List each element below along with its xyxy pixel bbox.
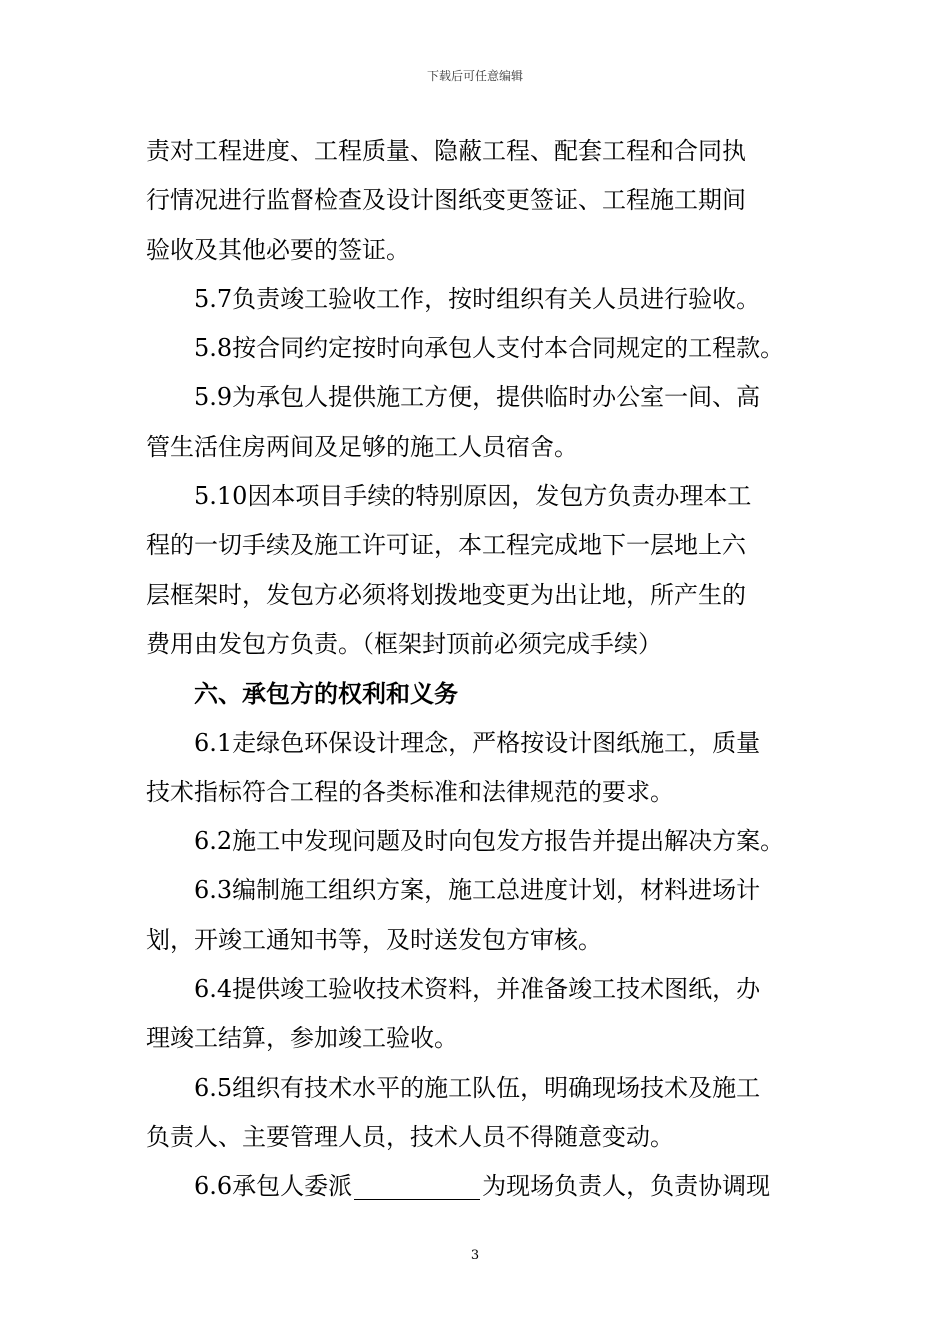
- text-line: 5.9为承包人提供施工方便，提供临时办公室一间、高: [194, 383, 761, 412]
- last-line-before: 6.6承包人委派: [194, 1172, 353, 1201]
- last-line-after: 为现场负责人，负责协调现: [482, 1172, 771, 1201]
- page-header: 下载后可任意编辑: [426, 69, 523, 83]
- text-line: 行情况进行监督检查及设计图纸变更签证、工程施工期间: [146, 186, 746, 215]
- page-number: 3: [470, 1248, 480, 1263]
- paragraph-lines: [146, 127, 816, 1162]
- text-line: 6.2施工中发现问题及时向包发方报告并提出解决方案。: [194, 827, 785, 856]
- text-line: 负责人、主要管理人员，技术人员不得随意变动。: [146, 1122, 674, 1151]
- text-line: 技术指标符合工程的各类标准和法律规范的要求。: [146, 777, 674, 806]
- fill-in-blank[interactable]: [354, 1173, 480, 1200]
- text-line: 6.4提供竣工验收技术资料，并准备竣工技术图纸，办: [194, 975, 761, 1004]
- text-line: 费用由发包方负责。（框架封顶前必须完成手续）: [146, 629, 662, 658]
- last-line: [146, 1162, 816, 1211]
- text-line: 5.10因本项目手续的特别原因，发包方负责办理本工: [194, 482, 752, 511]
- text-line: 划，开竣工通知书等，及时送发包方审核。: [146, 925, 602, 954]
- text-line: 5.8按合同约定按时向承包人支付本合同规定的工程款。: [194, 334, 785, 363]
- text-line: 6.5组织有技术水平的施工队伍，明确现场技术及施工: [194, 1073, 761, 1102]
- text-line: 管生活住房两间及足够的施工人员宿舍。: [146, 432, 578, 461]
- text-line: 5.7负责竣工验收工作，按时组织有关人员进行验收。: [194, 284, 761, 313]
- text-line: 层框架时，发包方必须将划拨地变更为出让地，所产生的: [146, 580, 746, 609]
- text-line: 6.3编制施工组织方案，施工总进度计划，材料进场计: [194, 876, 761, 905]
- text-line: 理竣工结算，参加竣工验收。: [146, 1024, 458, 1053]
- text-line: 验收及其他必要的签证。: [146, 235, 410, 264]
- text-line: 程的一切手续及施工许可证，本工程完成地下一层地上六: [146, 531, 746, 560]
- text-line: 责对工程进度、工程质量、隐蔽工程、配套工程和合同执: [146, 137, 746, 165]
- section-heading: 六、承包方的权利和义务: [194, 679, 458, 709]
- document-body: [146, 127, 816, 1212]
- text-line: 6.1走绿色环保设计理念，严格按设计图纸施工，质量: [194, 728, 761, 757]
